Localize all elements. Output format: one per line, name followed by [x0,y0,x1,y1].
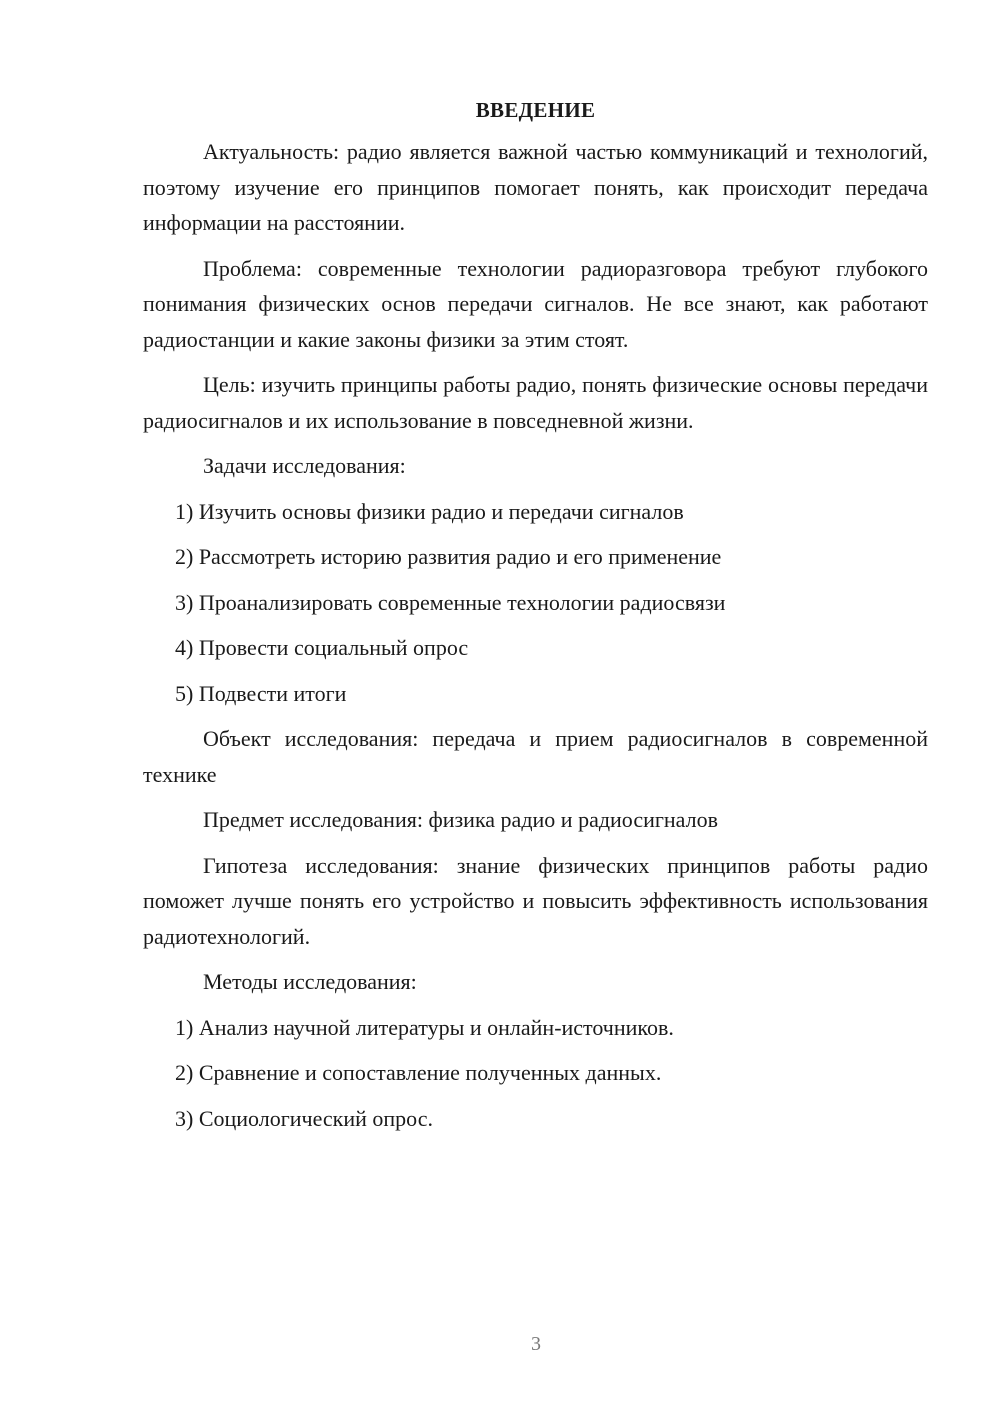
tasks-list [143,494,928,712]
list-item: 1) Изучить основы физики радио и передачи сигналов [175,498,684,524]
page-number: 3 [531,1333,541,1355]
list-item: 2) Рассмотреть историю развития радио и его применение [175,544,722,569]
goal-paragraph: Цель: изучить принципы работы радио, понять физические основы передачи радиосигналов и их использование в повседневной жизни. [143,372,928,433]
list-item: 4) Провести социальный опрос [175,635,469,660]
list-item: 3) Проанализировать современные технологии радиосвязи [175,589,726,615]
methods-heading: Методы исследования: [203,969,417,994]
page-title: ВВЕДЕНИЕ [475,98,596,122]
hypothesis-paragraph: Гипотеза исследования: знание физических принципов работы радио поможет лучше понять его устройство и повысить эффективность использования радиотехнологий. [143,852,928,949]
subject-paragraph: Предмет исследования: физика радио и радиосигналов [203,807,719,832]
relevance-paragraph: Актуальность: радио является важной частью коммуникаций и технологий, поэтому изучение его принципов помогает понять, как происходит передача информации на расстоянии. [143,139,928,235]
list-item: 2) Сравнение и сопоставление полученных данных. [175,1060,662,1085]
list-item: 3) Социологический опрос. [175,1105,433,1131]
object-paragraph: Объект исследования: передача и прием радиосигналов в современной технике [143,726,928,787]
list-item: 1) Анализ научной литературы и онлайн-источников. [175,1014,674,1040]
list-item: 5) Подвести итоги [175,680,347,706]
methods-list [143,1010,928,1137]
page-content [143,93,928,1146]
problem-paragraph: Проблема: современные технологии радиоразговора требуют глубокого понимания физических основ передачи сигналов. Не все знают, как работают радиостанции и какие законы физики за этим стоят. [143,255,928,352]
tasks-heading: Задачи исследования: [203,453,406,478]
